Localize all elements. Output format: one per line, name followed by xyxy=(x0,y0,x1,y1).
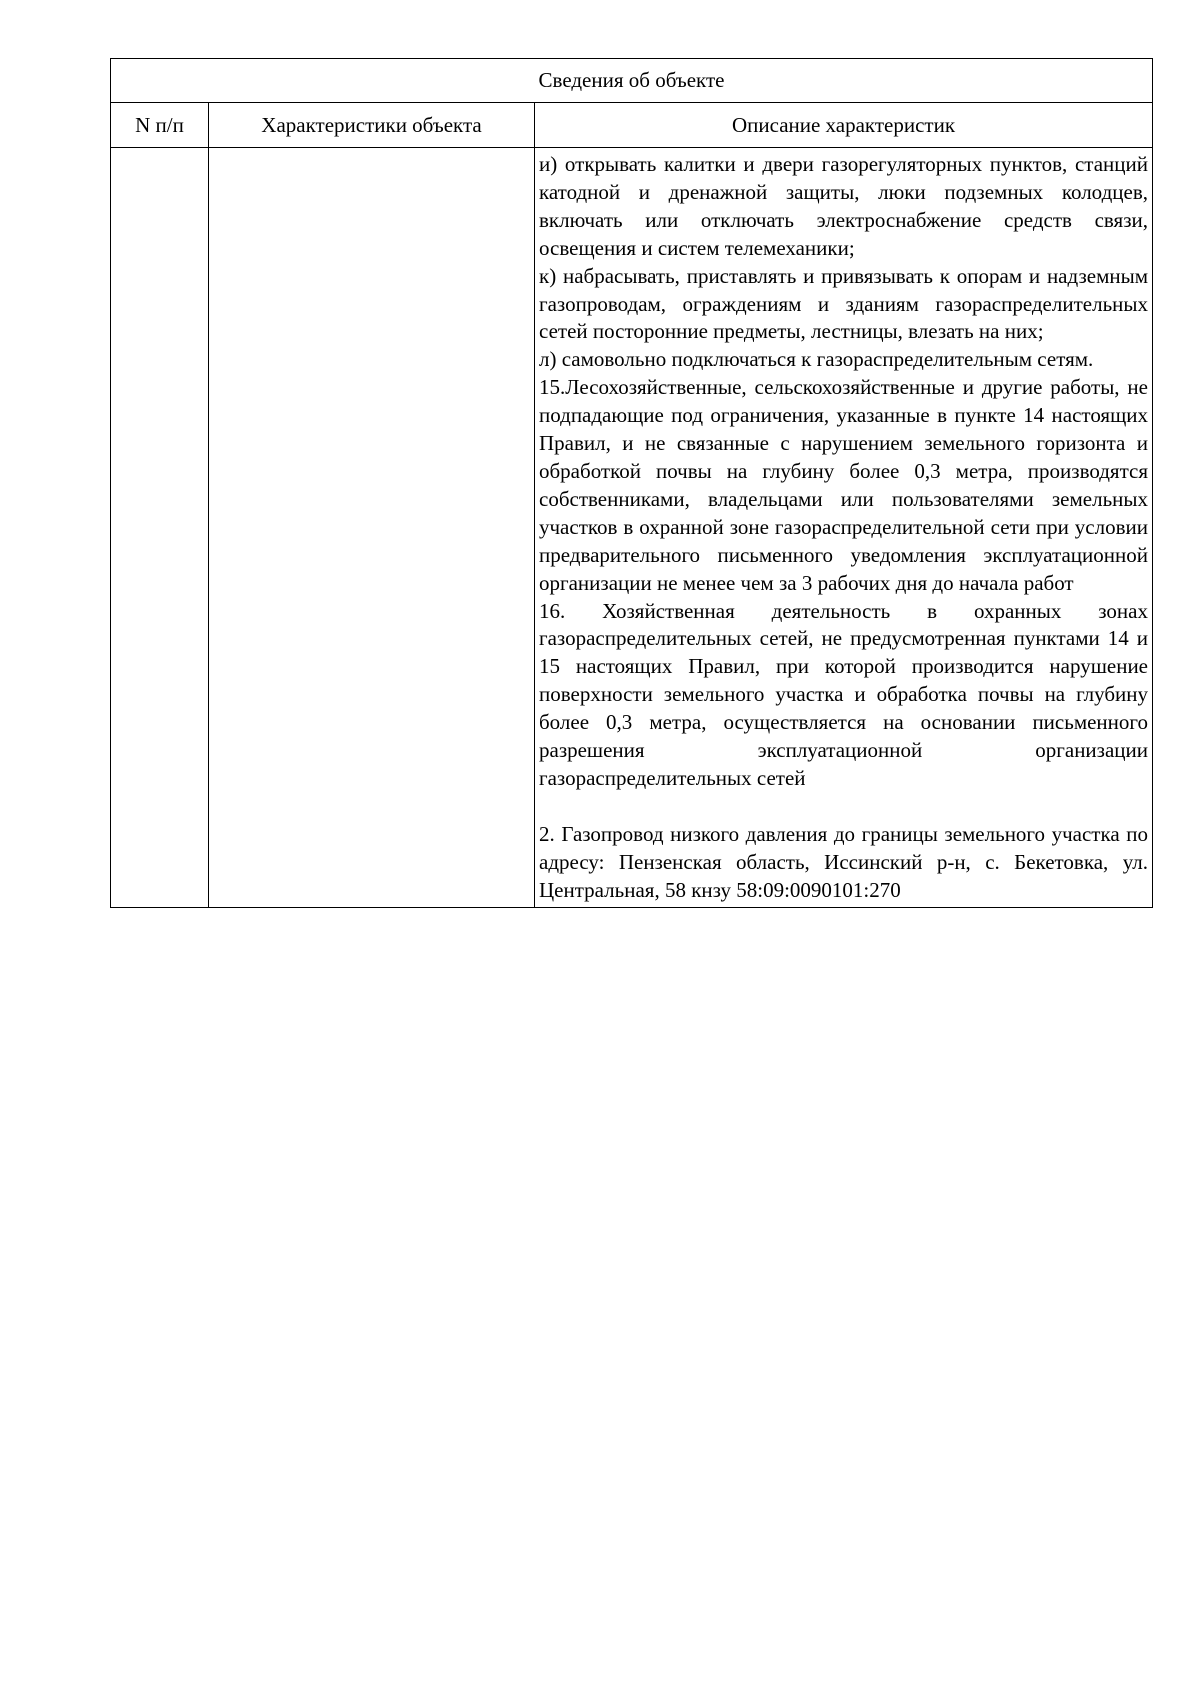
table-title: Сведения об объекте xyxy=(111,59,1153,103)
cell-characteristics xyxy=(209,148,535,908)
table-row xyxy=(111,148,1153,908)
description-text xyxy=(535,148,1152,907)
paragraph-k: к) набрасывать, приставлять и привязывать к опорам и надземным газопроводам, ограждениям и зданиям газораспределительных сетей посторонние предметы, лестницы, влезать на них; xyxy=(539,263,1148,344)
paragraph-15: 15.Лесохозяйственные, сельскохозяйственные и другие работы, не подпадающие под ограничения, указанные в пункте 14 настоящих Правил, и не связанные с нарушением земельного горизонта и обработкой почвы на глубину более 0,3 метра, производятся собственниками, владельцами или пользователями земельных участков в охранной зоне газораспределительной сети при условии предварительного письменного уведомления эксплуатационной организации не менее чем за 3 рабочих дня до начала работ xyxy=(539,375,1148,595)
paragraph-16: 16. Хозяйственная деятельность в охранных зонах газораспределительных сетей, не предусмотренная пунктами 14 и 15 настоящих Правил, при которой производится нарушение поверхности земельного участка и обработка почвы на глубину более 0,3 метра, осуществляется на основании письменного разрешения эксплуатационной организации газораспределительных сетей xyxy=(539,598,1148,790)
header-characteristics: Характеристики объекта xyxy=(209,103,535,148)
paragraph-spacer xyxy=(539,793,1148,821)
paragraph-i: и) открывать калитки и двери газорегуляторных пунктов, станций катодной и дренажной защиты, люки подземных колодцев, включать или отключать электроснабжение средств связи, освещения и систем телемеханики; xyxy=(539,152,1148,260)
header-number: N п/п xyxy=(111,103,209,148)
object-info-table xyxy=(110,58,1153,908)
paragraph-item-2: 2. Газопровод низкого давления до границы земельного участка по адресу: Пензенская область, Иссинский р-н, с. Бекетовка, ул. Центральная, 58 кнзу 58:09:0090101:270 xyxy=(539,821,1148,902)
document-sheet xyxy=(110,58,1152,908)
paragraph-l: л) самовольно подключаться к газораспределительным сетям. xyxy=(539,347,1094,372)
cell-description xyxy=(535,148,1153,908)
header-description: Описание характеристик xyxy=(535,103,1153,148)
table-header-row xyxy=(111,103,1153,148)
cell-number xyxy=(111,148,209,908)
table-title-row xyxy=(111,59,1153,103)
